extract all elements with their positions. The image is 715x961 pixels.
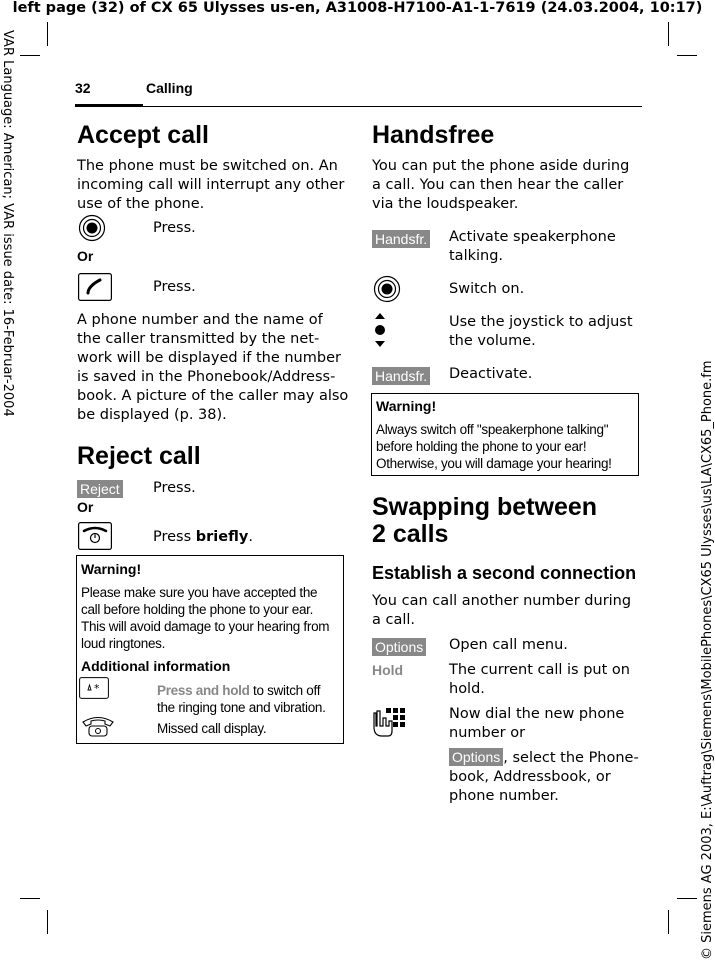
handsfree-row2: Switch on. (449, 281, 525, 297)
call-key-icon (78, 273, 112, 301)
warning-box-handsfree (371, 393, 639, 476)
swapping-row1: Open call menu. (449, 637, 568, 653)
side-note-left: VAR Language: American; VAR issue date: 16-Februar-2004 (0, 30, 15, 417)
handsfree-row3: Use the joystick to adjust the volume. (449, 314, 633, 349)
print-header: left page (32) of CX 65 Ulysses us-en, A31008-H7100-A1-1-7619 (24.03.2004, 10:17) (12, 0, 703, 16)
swapping-heading: Swapping between 2 calls (372, 493, 598, 548)
warning-title: Warning! (376, 398, 437, 414)
reject-softkey: Reject (77, 479, 123, 498)
additional-info-title: Additional information (81, 658, 231, 674)
missed-call-icon (80, 714, 116, 738)
warning-text: Always switch off "speakerphone talking" before holding the phone to your ear! Otherwise, you will damage your hearing! (376, 422, 612, 471)
star-key-icon (79, 677, 109, 699)
header-rule (75, 106, 642, 107)
joystick-press-icon (373, 275, 401, 303)
page-number: 32 (75, 80, 91, 96)
accept-call-heading: Accept call (77, 121, 210, 149)
warning-box (76, 555, 344, 744)
reject-step1: Press. (153, 480, 196, 496)
reject-call-heading: Reject call (77, 442, 201, 470)
crop-mark (20, 55, 40, 56)
options-softkey-inline: Options (449, 748, 503, 766)
handsfree-heading: Handsfree (372, 121, 495, 149)
info1-text: Press and hold to switch off the ringing tone and vibration. (157, 683, 326, 715)
side-note-right: © Siemens AG 2003, E:\Auftrag\Siemens\MobilePhones\CX65 Ulysses\us\LA\CX65_Phone.fm (700, 360, 715, 960)
joystick-updown-icon (373, 312, 387, 348)
crop-mark (47, 22, 48, 46)
swapping-row3: Now dial the new phone number or (449, 706, 625, 741)
section-title: Calling (146, 80, 193, 96)
options-softkey: Options (372, 637, 426, 656)
crop-mark (677, 55, 697, 56)
swapping-row4: Options , select the Phone- book, Addressbook, or phone number. (449, 749, 639, 804)
crop-mark (20, 898, 40, 899)
accept-para: A phone number and the name of the caller transmitted by the net- work will be displayed if the number is saved in the Phonebook/Address- book. A picture of the caller may also be displayed (p. 38). (77, 312, 349, 423)
handsfree-row1: Activate speakerphone talking. (449, 229, 616, 264)
or-label: Or (77, 499, 94, 515)
info2-text: Missed call display. (157, 721, 267, 736)
swapping-intro: You can call another number during a call. (372, 593, 632, 628)
joystick-press-icon (78, 214, 106, 242)
swapping-row2: The current call is put on hold. (449, 662, 630, 697)
establish-subheading: Establish a second connection (372, 563, 637, 583)
end-key-icon (78, 522, 112, 550)
crop-mark (668, 910, 669, 934)
crop-mark (677, 898, 697, 899)
accept-step1: Press. (153, 220, 196, 236)
warning-title: Warning! (81, 561, 142, 577)
keypad-icon (372, 707, 406, 739)
hold-label: Hold (372, 662, 404, 678)
handsfree-softkey-2: Handsfr. (372, 366, 430, 385)
or-label: Or (77, 248, 94, 264)
handsfree-row4: Deactivate. (449, 366, 533, 382)
svg-text:*: * (94, 682, 100, 695)
handsfree-softkey: Handsfr. (372, 229, 430, 248)
crop-mark (47, 910, 48, 934)
handsfree-intro: You can put the phone aside during a call. You can then hear the caller via the loudspeaker. (372, 158, 630, 212)
crop-mark (668, 22, 669, 46)
reject-step2: Press briefly. (153, 529, 253, 545)
accept-step2: Press. (153, 279, 196, 295)
accept-intro: The phone must be switched on. An incoming call will interrupt any other use of the phone. (77, 158, 345, 212)
warning-text: Please make sure you have accepted the call before holding the phone to your ear. This will avoid damage to your hearing from loud ringtones. (81, 585, 330, 651)
